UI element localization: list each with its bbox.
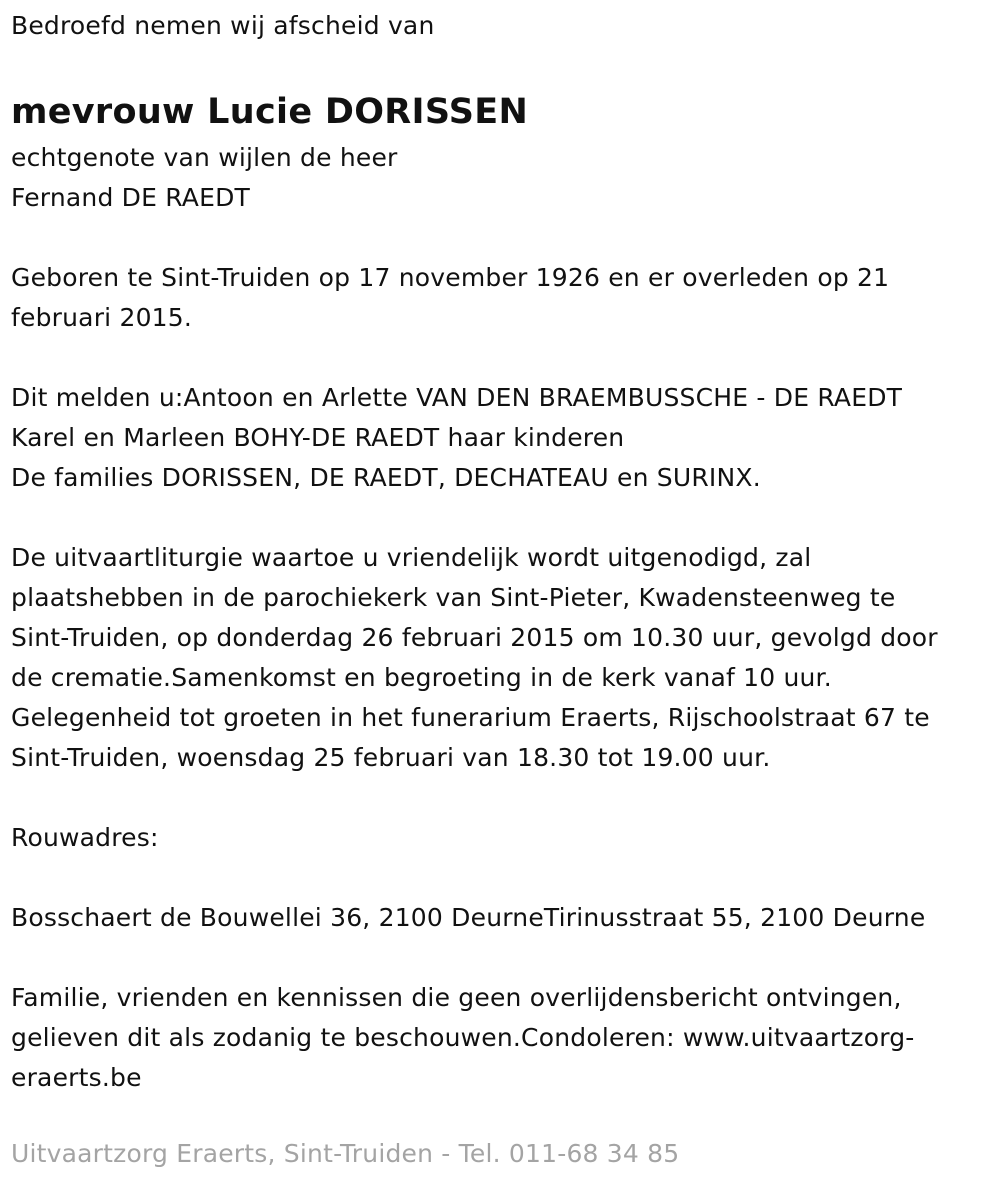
funeral-home-footer: Uitvaartzorg Eraerts, Sint-Truiden - Tel. 011-68 34 85 bbox=[11, 1139, 680, 1168]
funeral-line-3: Sint-Truiden, op donderdag 26 februari 2015 om 10.30 uur, gevolgd door bbox=[11, 623, 938, 652]
announcers-line-2: Karel en Marleen BOHY-DE RAEDT haar kinderen bbox=[11, 423, 625, 452]
announcers-section bbox=[11, 378, 1000, 498]
intro-text: Bedroefd nemen wij afscheid van bbox=[11, 11, 435, 40]
address-label: Rouwadres: bbox=[11, 823, 159, 852]
birth-section bbox=[11, 258, 1000, 338]
announcers-line-1: Dit melden u:Antoon en Arlette VAN DEN BRAEMBUSSCHE - DE RAEDT bbox=[11, 383, 903, 412]
spouse-line-1: echtgenote van wijlen de heer bbox=[11, 143, 398, 172]
funeral-line-1: De uitvaartliturgie waartoe u vriendelijk wordt uitgenodigd, zal bbox=[11, 543, 812, 572]
address-value: Bosschaert de Bouwellei 36, 2100 DeurneTirinusstraat 55, 2100 Deurne bbox=[11, 903, 926, 932]
notice-section bbox=[11, 978, 1000, 1098]
spouse-line-2: Fernand DE RAEDT bbox=[11, 183, 251, 212]
address-label-section bbox=[11, 818, 1000, 858]
notice-line-3: eraerts.be bbox=[11, 1063, 142, 1092]
notice-line-1: Familie, vrienden en kennissen die geen overlijdensbericht ontvingen, bbox=[11, 983, 902, 1012]
funeral-line-4: de crematie.Samenkomst en begroeting in de kerk vanaf 10 uur. bbox=[11, 663, 832, 692]
deceased-name: mevrouw Lucie DORISSEN bbox=[11, 92, 529, 132]
birth-line-2: februari 2015. bbox=[11, 303, 193, 332]
funeral-line-5: Gelegenheid tot groeten in het funerarium Eraerts, Rijschoolstraat 67 te bbox=[11, 703, 930, 732]
announcers-line-3: De families DORISSEN, DE RAEDT, DECHATEAU en SURINX. bbox=[11, 463, 761, 492]
funeral-section bbox=[11, 538, 1000, 778]
notice-line-2: gelieven dit als zodanig te beschouwen.Condoleren: www.uitvaartzorg- bbox=[11, 1023, 915, 1052]
funeral-line-2: plaatshebben in de parochiekerk van Sint-Pieter, Kwadensteenweg te bbox=[11, 583, 896, 612]
address-value-section bbox=[11, 898, 1000, 938]
funeral-line-6: Sint-Truiden, woensdag 25 februari van 18.30 tot 19.00 uur. bbox=[11, 743, 771, 772]
birth-line-1: Geboren te Sint-Truiden op 17 november 1926 en er overleden op 21 bbox=[11, 263, 890, 292]
